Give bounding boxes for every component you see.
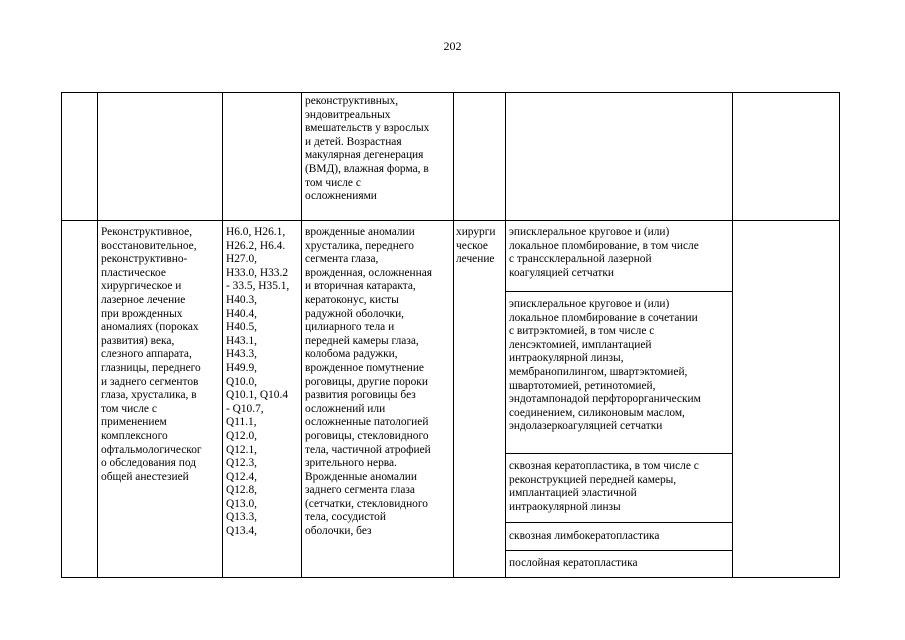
table-bottom-border — [61, 577, 840, 578]
col-border — [839, 92, 840, 578]
col-border — [222, 92, 223, 578]
method-cell: сквозная кератопластика, в том числе с реконструкцией передней камеры, имплантацией эластичной интраокулярной линзы — [509, 460, 699, 513]
col-border — [301, 92, 302, 578]
page-number: 202 — [443, 39, 462, 53]
treatment-type-cell: хирурги ческое лечение — [456, 226, 496, 266]
icd-codes-cell: H6.0, H26.1, H26.2, H6.4. H27.0, H33.0, H33.2 - 33.5, H35.1, H40.3, H40.4, H40.5, H43.1, H43.3, H49.9, Q10.0, Q10.1, Q10.4 - Q10.7, Q11.1, Q12.0, Q12.1, Q12.3, Q12.4, Q12.8, Q13.0, Q13.3, Q13.4, — [226, 226, 290, 538]
col-border — [61, 92, 62, 578]
method-divider — [505, 453, 732, 454]
continuation-cell: реконструктивных, эндовитреальных вмешательств у взрослых и детей. Возрастная макулярная дегенерация (ВМД), влажная форма, в том числе с осложнениями — [305, 95, 430, 203]
col-border — [97, 92, 98, 578]
method-divider — [505, 522, 732, 523]
diagnosis-cell: врожденные аномалии хрусталика, переднего сегмента глаза, врожденная, осложненная и вторичная катаракта, кератоконус, кисты радужной оболочки, цилиарного тела и передней камеры глаза, колобома радужки, врожденное помутнение роговицы, другие пороки развития роговицы без осложнений или осложненные патологией роговицы, стекловидного тела, частичной атрофией зрительного нерва. Врожденные аномалии заднего сегмента глаза (сетчатки, стекловидного тела, сосудистой оболочки, без — [305, 226, 433, 538]
method-cell: эписклеральное круговое и (или) локальное пломбирование в сочетании с витрэктомией, в том числе с ленсэктомией, имплантацией интраокулярной линзы, мембранопилингом, швартэктомией, швартотомией, ретинотомией, эндотампонадой перфторорганическим соединением, силиконовым маслом, эндолазеркоагуляцией сетчатки — [509, 298, 701, 433]
col-border — [453, 92, 454, 578]
method-cell: послойная кератопластика — [509, 557, 638, 569]
col-border — [732, 92, 733, 578]
col-border — [505, 92, 506, 578]
method-divider — [505, 550, 732, 551]
method-divider — [505, 291, 732, 292]
procedure-name-cell: Реконструктивное, восстановительное, реконструктивно- пластическое хирургическое и лазерное лечение при врожденных аномалиях (пороках развития) века, слезного аппарата, глазницы, переднего и заднего сегментов глаза, хрусталика, в том числе с применением комплексного офтальмологическог о обследования под общей анестезией — [101, 226, 202, 483]
method-cell: эписклеральное круговое и (или) локальное пломбирование, в том числе с транссклеральной лазерной коагуляцией сетчатки — [509, 226, 699, 279]
table-top-border — [61, 92, 840, 93]
method-cell: сквозная лимбокератопластика — [509, 530, 660, 542]
row-divider — [61, 220, 840, 221]
